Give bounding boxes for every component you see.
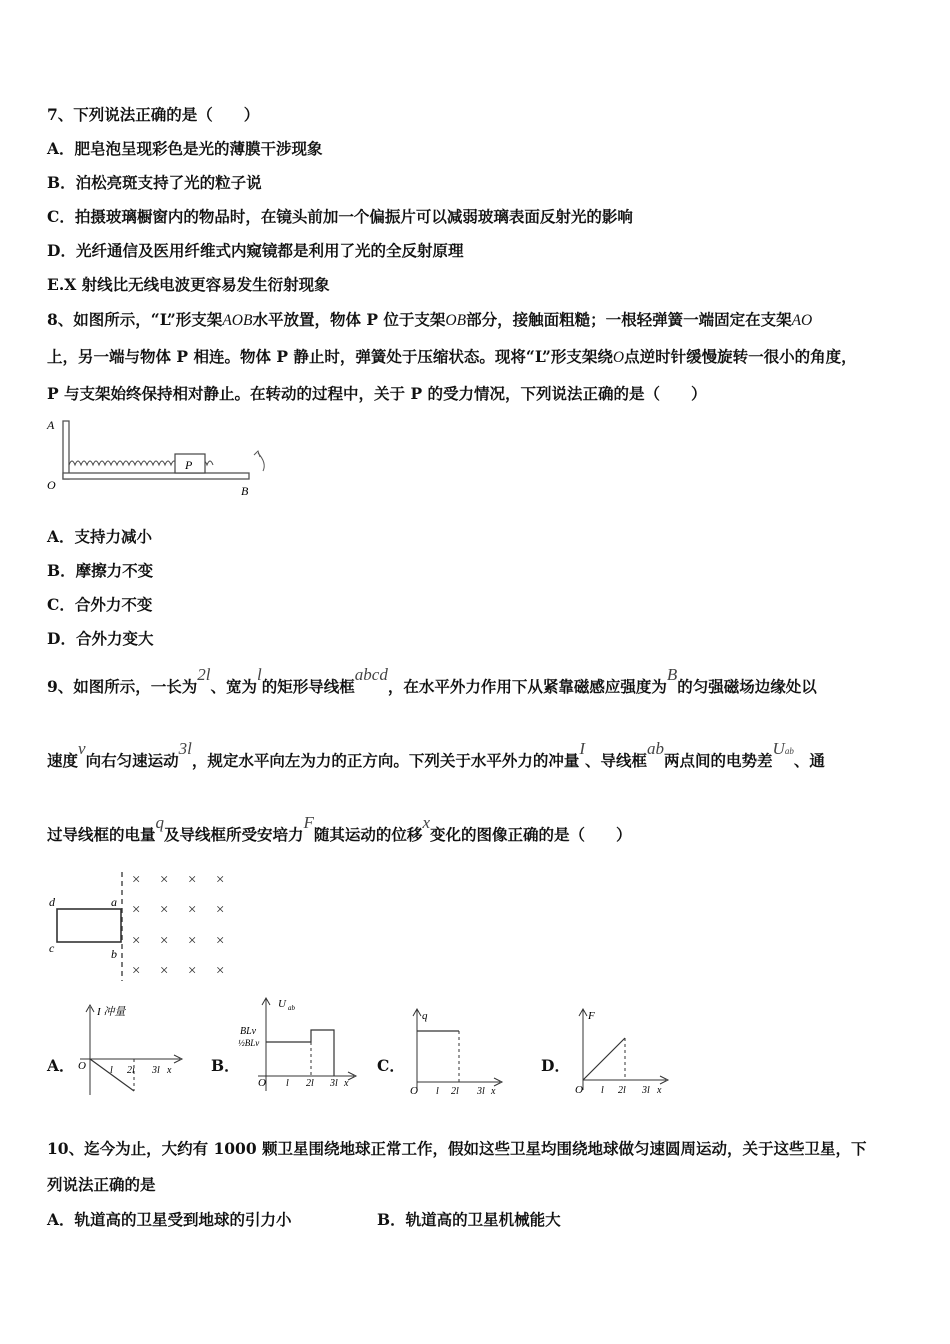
q8-ao: AO	[791, 312, 813, 329]
q9-stem-line1	[47, 665, 817, 697]
field-x-mark: ×	[215, 933, 226, 949]
q7-option-e: E.X 射线比无线电波更容易发生衍射现象	[47, 275, 330, 294]
q8-text-2a: 上，另一端与物体 P 相连。物体 P 静止时，弹簧处于压缩状态。现将“L”形支架绕	[47, 347, 613, 366]
q9-math-2l: 2l	[197, 665, 211, 684]
field-x-mark: ×	[187, 902, 198, 918]
q9-text-2b: 向右匀速运动	[85, 751, 179, 770]
graph-c-x-label: x	[491, 1086, 496, 1097]
q9-frame-figure	[45, 868, 235, 987]
field-x-mark: ×	[131, 963, 142, 979]
graph-c-ylabel: q	[422, 1010, 428, 1022]
graph-b-ysub: ab	[288, 1004, 295, 1012]
graph-a-tick-l: l	[110, 1065, 113, 1076]
q8-option-b: B．摩擦力不变	[47, 561, 154, 580]
q9-text-2a: 速度	[47, 751, 79, 770]
q7-option-a: A．肥皂泡呈现彩色是光的薄膜干涉现象	[47, 139, 323, 158]
q9-math-q: q	[155, 813, 165, 832]
q9-text-2c: ，规定水平向左为力的正方向。下列关于水平外力的冲量	[191, 751, 580, 770]
field-x-mark: ×	[215, 963, 226, 979]
field-x-mark: ×	[159, 872, 170, 888]
graph-b-origin: O	[258, 1077, 266, 1089]
q9-math-3l: 3l	[178, 739, 192, 758]
graph-c-origin: O	[410, 1085, 418, 1097]
q9-math-u	[773, 739, 794, 758]
graph-c-tick-l: l	[436, 1086, 439, 1097]
q9-text-2d: 、导线框	[585, 751, 648, 770]
graph-d-tick-3l: 3l	[642, 1085, 650, 1096]
q9-text-1a: 9、如图所示，一长为	[47, 677, 198, 696]
support-vertical-arm	[63, 421, 69, 479]
label-a: a	[111, 895, 117, 909]
rotation-arrowhead	[254, 451, 260, 457]
support-horizontal-arm	[63, 473, 249, 479]
q8-text-2b: 点逆时针缓慢旋转一很小的角度，	[624, 347, 857, 366]
q9-text-2f: 、通	[793, 751, 825, 770]
q9-text-3d: 变化的图像正确的是（ ）	[429, 825, 632, 844]
graph-d-ylabel: F	[588, 1010, 595, 1022]
q9-text-3b: 及导线框所受安培力	[164, 825, 304, 844]
q9-math-u-sub: ab	[784, 746, 794, 756]
label-o: O	[47, 478, 56, 492]
q9-math-v: v	[78, 739, 86, 758]
graph-c	[402, 1006, 507, 1102]
graph-d-tick-2l: 2l	[618, 1085, 626, 1096]
graph-a-tick-2l: 2l	[127, 1065, 135, 1076]
graph-b-tick-2l: 2l	[306, 1078, 314, 1089]
label-b: b	[111, 947, 117, 961]
q9-text-1b: 、宽为	[210, 677, 258, 696]
q8-o: O	[612, 349, 625, 366]
graph-d-line	[583, 1038, 625, 1080]
field-x-mark: ×	[131, 872, 142, 888]
field-x-mark: ×	[187, 872, 198, 888]
field-x-mark: ×	[159, 933, 170, 949]
q9-text-3a: 过导线框的电量	[47, 825, 156, 844]
q8-stem-line1	[47, 308, 812, 330]
q7-option-d: D．光纤通信及医用纤维式内窥镜都是利用了光的全反射原理	[47, 241, 464, 260]
q9-math-b: B	[666, 665, 678, 684]
graph-a-x-label: x	[167, 1065, 172, 1076]
q9-math-u-main: U	[772, 739, 785, 758]
graph-c-label: C．	[377, 1056, 405, 1075]
field-x-mark: ×	[215, 872, 226, 888]
graph-d	[568, 1006, 673, 1102]
q7-stem: 7、下列说法正确的是（ ）	[47, 105, 260, 124]
graph-a-tick-3l: 3l	[152, 1065, 160, 1076]
q9-math-i: I	[579, 739, 585, 758]
field-x-mark: ×	[159, 963, 170, 979]
graph-b-ytick-1: BLv	[240, 1026, 257, 1037]
q9-math-l: l	[257, 665, 262, 684]
graph-a-ylabel: I 冲量	[97, 1006, 126, 1018]
graph-c-tick-3l: 3l	[477, 1086, 485, 1097]
q8-option-c: C．合外力不变	[47, 595, 153, 614]
q8-aob: AOB	[222, 312, 253, 329]
label-a: A	[47, 418, 55, 432]
q9-math-ab: ab	[647, 739, 665, 758]
graph-b-ylabel: U	[278, 998, 286, 1010]
q9-text-1d: ，在水平外力作用下从紧靠磁感应强度为	[387, 677, 667, 696]
q8-ob: OB	[445, 312, 467, 329]
q10-option-b: B．轨道高的卫星机械能大	[377, 1210, 561, 1229]
q8-text-1b: 水平放置，物体 P 位于支架	[252, 310, 446, 329]
graph-a	[72, 1003, 187, 1102]
graph-a-origin: O	[78, 1060, 86, 1072]
q9-text-3c: 随其运动的位移	[313, 825, 423, 844]
field-x-mark: ×	[131, 902, 142, 918]
q9-stem-line3	[47, 813, 632, 845]
q10-stem-line2: 列说法正确的是	[47, 1175, 156, 1194]
label-d: d	[49, 895, 55, 909]
field-x-mark: ×	[187, 933, 198, 949]
graph-b-ytick-2: ½BLv	[238, 1038, 260, 1048]
label-c: c	[49, 941, 55, 955]
graph-d-x-label: x	[657, 1085, 662, 1096]
rotation-arrow	[258, 453, 264, 471]
q8-text-1c: 部分，接触面粗糙；一根轻弹簧一端固定在支架	[466, 310, 792, 329]
graph-d-origin: O	[575, 1084, 583, 1096]
graph-b-line	[266, 1030, 334, 1076]
q9-text-1e: 的匀强磁场边缘处以	[677, 677, 817, 696]
q8-stem-line2	[47, 345, 857, 367]
q8-figure	[45, 415, 275, 504]
q9-text-2e: 两点间的电势差	[664, 751, 773, 770]
q9-text-1c: 的矩形导线框	[261, 677, 355, 696]
q9-math-f: F	[303, 813, 314, 832]
q7-option-c: C．拍摄玻璃橱窗内的物品时，在镜头前加一个偏振片可以减弱玻璃表面反射光的影响	[47, 207, 633, 226]
field-x-mark: ×	[131, 933, 142, 949]
q8-option-d: D．合外力变大	[47, 629, 154, 648]
q10-option-a: A．轨道高的卫星受到地球的引力小	[47, 1210, 292, 1229]
q9-math-abcd: abcd	[354, 665, 388, 684]
q8-option-a: A．支持力减小	[47, 527, 153, 546]
q9-math-x: x	[422, 813, 430, 832]
q9-stem-line2	[47, 739, 825, 771]
graph-b-tick-l: l	[286, 1078, 289, 1089]
graph-c-tick-2l: 2l	[451, 1086, 459, 1097]
graph-b-label: B．	[211, 1056, 240, 1075]
q10-stem-line1: 10、迄今为止，大约有 1000 颗卫星围绕地球正常工作，假如这些卫星均围绕地球做匀速圆周运动，关于这些卫星，下	[47, 1139, 867, 1158]
field-x-mark: ×	[215, 902, 226, 918]
q8-stem-line3: P 与支架始终保持相对静止。在转动的过程中，关于 P 的受力情况，下列说法正确的是（ ）	[47, 384, 707, 403]
field-x-mark: ×	[159, 902, 170, 918]
wire-frame	[57, 909, 121, 942]
graph-d-label: D．	[541, 1056, 570, 1075]
graph-b	[236, 995, 361, 1099]
graph-b-tick-3l: 3l	[330, 1078, 338, 1089]
q8-text-1a: 8、如图所示，“L”形支架	[47, 310, 223, 329]
field-x-mark: ×	[187, 963, 198, 979]
q7-option-b: B．泊松亮斑支持了光的粒子说	[47, 173, 262, 192]
graph-b-x-label: x	[344, 1078, 349, 1089]
graph-a-label: A．	[47, 1056, 75, 1075]
label-p: P	[185, 458, 193, 472]
label-b: B	[241, 484, 249, 498]
graph-d-tick-l: l	[601, 1085, 604, 1096]
